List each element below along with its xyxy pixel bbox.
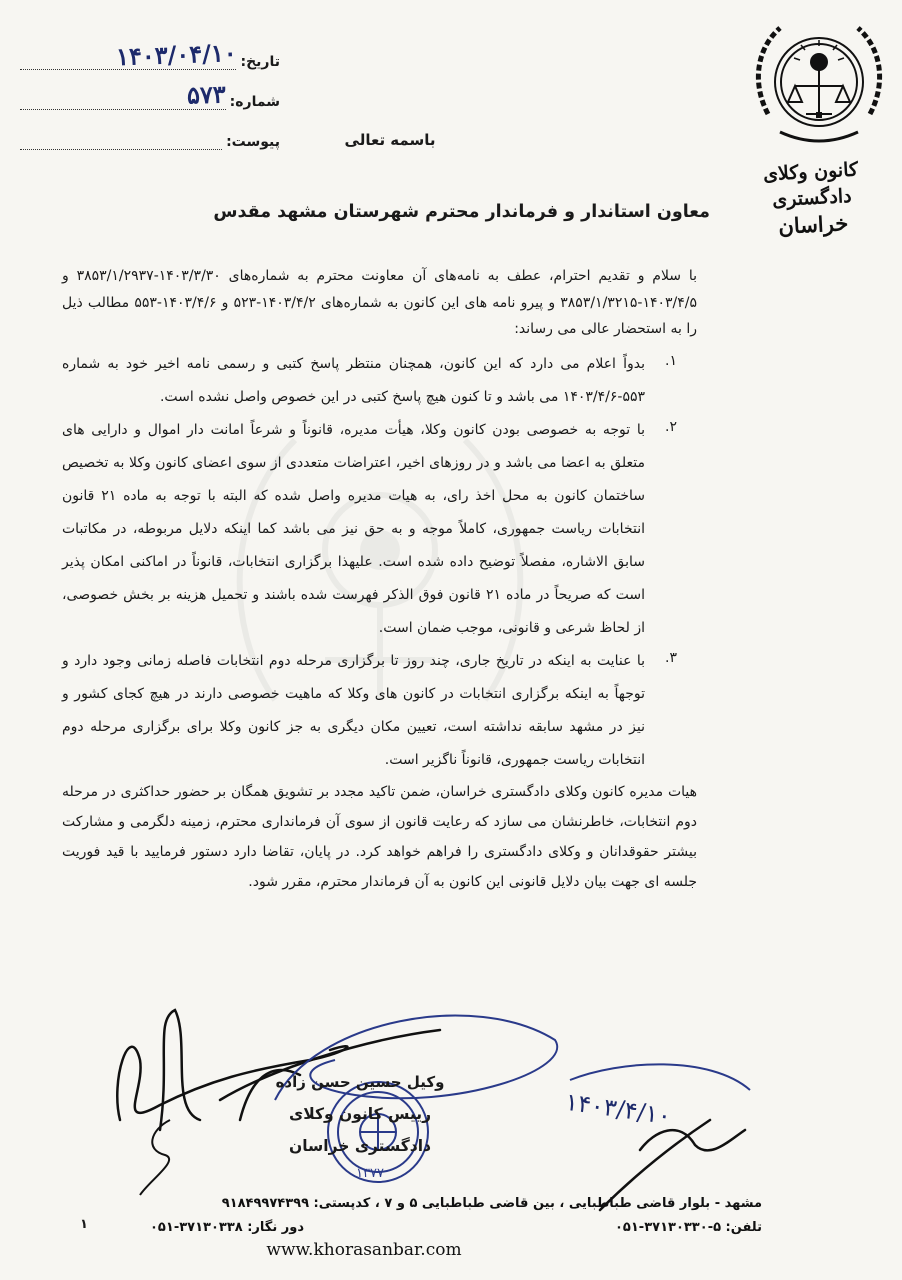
item-number: ۲. <box>665 418 677 435</box>
number-row <box>20 70 280 110</box>
footer-phone: تلفن: ۵-۳۷۱۳۰۳۳۰-۰۵۱ <box>614 1220 762 1235</box>
list-item <box>62 348 697 414</box>
date-value: ۱۴۰۳/۰۴/۱۰ <box>115 37 237 72</box>
item-number: ۳. <box>665 649 677 666</box>
letter-footer <box>60 1192 762 1240</box>
receipt-number: ۱۴۰۳/۴/۱۰ <box>563 1087 673 1131</box>
date-label: تاریخ: <box>240 54 280 70</box>
item-number: ۱. <box>665 352 677 369</box>
seal-year: ۱۳۷۷ <box>356 1166 384 1181</box>
attachment-row <box>20 110 280 150</box>
attachment-label: پیوست: <box>226 134 280 150</box>
intro-paragraph: با سلام و تقدیم احترام، عطف به نامه‌های آن معاونت محترم به شماره‌های ۱۴۰۳/۳/۳۰-۳۸۵۳/۱/۲۹۳۷ و ۱۴۰۳/۴/۵-۳۸۵۳/۱/۳۲۱۵ و پیرو نامه های این کانون به شماره‌های ۱۴۰۳/۴/۲-۵۲۳ و ۱۴۰۳/۴/۶-۵۵۳ مطالب ذیل را به استحضار عالی می رساند: <box>62 268 697 337</box>
organization-name <box>740 156 884 243</box>
number-label: شماره: <box>229 94 280 110</box>
item-text: با عنایت به اینکه در تاریخ جاری، چند روز تا برگزاری مرحله دوم انتخابات فاصله زمانی وجود دارد و توجهاً به اینکه برگزاری انتخابات در کانون های وکلا که ماهیت خصوصی دارند در هیچ کجای کشور و نیز در مشهد سابقه نداشته است، تعیین مکان دیگری به جز کانون وکلا برای برگزاری مرحله دوم انتخابات ریاست جمهوری، قانوناً ناگزیر است. <box>62 652 645 768</box>
number-value: ۵۷۳ <box>186 79 227 110</box>
invocation: باسمه تعالی <box>344 131 436 149</box>
closing-paragraph: هیات مدیره کانون وکلای دادگستری خراسان، ضمن تاکید مجدد بر تشویق همگان بر حضور حداکثری در مرحله دوم انتخابات، خاطرنشان می سازد که رعایت قانون از سوی آن فرمانداری محترم، زمینه دلگرمی و مشارکت بیشتر حقوقدانان و وکلای دادگستری را فراهم خواهد کرد. در پایان، تقاضا دارد دستور فرمایید با قید فوریت جلسه ای جهت بیان دلایل قانونی این کانون به آن فرماندار محترم، مقرر شود. <box>62 783 697 890</box>
footer-fax: دور نگار: ۳۷۱۳۰۳۳۸-۰۵۱ <box>150 1220 304 1235</box>
letter-meta <box>20 30 280 150</box>
letter-body <box>62 263 697 897</box>
list-item <box>62 645 697 777</box>
page-number: ۱ <box>80 1217 88 1232</box>
footer-address: مشهد - بلوار قاضی طباطبایی ، بین قاضی طباطبایی ۵ و ۷ ، کدپستی: ۹۱۸۴۹۹۷۴۳۹۹ <box>221 1196 762 1211</box>
footer-contact-row <box>60 1216 762 1240</box>
signer-name: وکیل حسین حسن زاده <box>275 1073 445 1091</box>
organization-name-line2: خراسان <box>777 210 849 240</box>
recipient-line: معاون استاندار و فرماندار محترم شهرستان مشهد مقدس <box>213 202 710 222</box>
bar-association-emblem-icon <box>750 14 888 154</box>
item-text: بدواً اعلام می دارد که این کانون، همچنان منتظر پاسخ کتبی و رسمی نامه اخیر خود به شماره ۵۵۳-۱۴۰۳/۴/۶ می باشد و تا کنون هیچ پاسخ کتبی در این خصوص واصل نشده است. <box>62 355 645 405</box>
date-row <box>20 30 280 70</box>
list-item <box>62 414 697 645</box>
footer-address-row <box>60 1192 762 1216</box>
website-link[interactable]: www.khorasanbar.com <box>266 1240 462 1260</box>
item-text: با توجه به خصوصی بودن کانون وکلا، هیأت مدیره، قانوناً و شرعاً امانت دار اموال و دارایی های متعلق به اعضا می باشد و در روزهای اخیر، اعتراضات متعددی از سوی اعضای کانون وکلا به تخصیص ساختمان کانون به محل اخذ رای، به هیات مدیره واصل شده که البته با توجه به ماده ۲۱ قانون انتخابات ریاست جمهوری، کاملاً موجه و به حق نیز می باشد کما اینکه دلایل مربوطه، در مکاتبات سابق الاشاره، مفصلاً توضیح داده شده است. علیهذا برگزاری انتخابات، قانوناً در اماکنی امکان پذیر است که صریحاً در ماده ۲۱ قانون فوق الذکر فهرست شده باشند و تحمیل هزینه بر بخش خصوصی، از لحاظ شرعی و قانونی، موجب ضمان است. <box>62 421 645 636</box>
organization-name-line1: کانون وکلای دادگستری <box>762 158 859 211</box>
signer-title: رییس کانون وکلای دادگستری خراسان <box>289 1105 431 1155</box>
initials-scribble-icon <box>130 1110 190 1200</box>
signer-block <box>250 1066 470 1162</box>
